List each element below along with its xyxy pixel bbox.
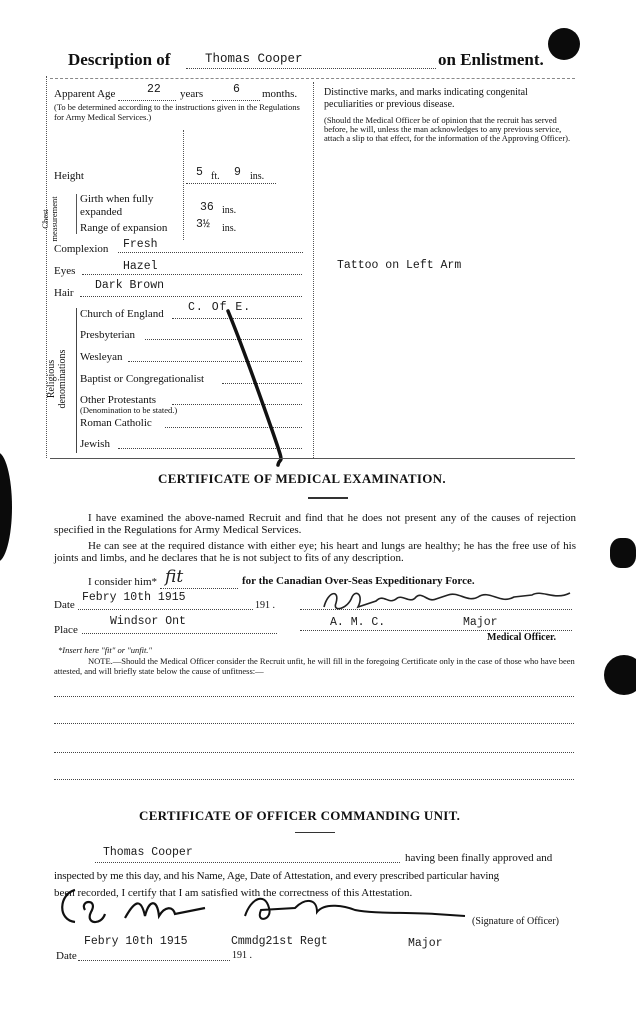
girth-value: 36: [200, 201, 214, 214]
medical-p1: I have examined the above-named Recruit and find that he does not present any of the causes of rejection specified in the Regulations for Army Medical Services.: [54, 512, 576, 536]
chest-bracket: [76, 194, 77, 234]
ft-label: ft.: [211, 171, 220, 182]
medical-date-label: Date: [54, 599, 75, 611]
months-label: months.: [262, 88, 298, 100]
officer-recruit-name: Thomas Cooper: [103, 846, 193, 859]
for-text: for the Canadian Over-Seas Expeditionary Force.: [242, 575, 475, 587]
height-line: [186, 183, 276, 184]
eyes-value: Hazel: [123, 260, 158, 273]
range-ins: ins.: [222, 223, 237, 234]
fit-value: fit: [165, 567, 184, 587]
unfit-line-4: [54, 779, 574, 780]
apparent-age-label: Apparent Age: [54, 88, 116, 100]
title-left: Description of: [68, 50, 171, 69]
medical-date-line: [78, 609, 253, 610]
eyes-label: Eyes: [54, 265, 76, 277]
pen-stroke: [220, 305, 290, 470]
religion-jew: Jewish: [80, 438, 110, 450]
medical-officer-signature: [318, 585, 580, 617]
age-note: (To be determined according to the instructions given in the Regulations for Army Medical Services.): [54, 102, 300, 122]
eyes-line: [82, 274, 302, 275]
chest-side-label: Chest measurement: [40, 196, 59, 242]
officer-date-line: [78, 960, 230, 961]
recruit-name: Thomas Cooper: [205, 52, 303, 66]
punch-hole-right: [604, 655, 636, 695]
punch-hole-left: [0, 452, 12, 562]
height-label: Height: [54, 170, 84, 182]
officer-line2: inspected by me this day, and his Name, Age, Date of Attestation, and every prescribed particular having: [54, 870, 499, 882]
unfit-line-1: [54, 696, 574, 697]
fit-line: [160, 588, 238, 589]
religion-side-label: [46, 334, 68, 424]
height-ft: 5: [196, 166, 203, 179]
commanding-officer-signature: [55, 880, 475, 932]
officer-date-value: Febry 10th 1915: [84, 935, 188, 948]
medical-corps: A. M. C.: [330, 616, 386, 629]
place-line: [82, 633, 277, 634]
medical-p2: He can see at the required distance with either eye; his heart and lungs are healthy; he has the free use of his joints and limbs, and he declares that he is not subject to fits of any description.: [54, 540, 576, 564]
medical-rank: Major: [463, 616, 498, 629]
religion-bap: Baptist or Congregationalist: [80, 373, 205, 385]
religion-oth-note: (Denomination to be stated.): [80, 405, 178, 415]
officer-date-label: Date: [56, 950, 77, 962]
punch-hole-top-right: [548, 28, 580, 60]
place-label: Place: [54, 624, 78, 636]
title-underline: [186, 68, 436, 69]
years-label: years: [180, 88, 204, 100]
girth-label: Girth when fully expanded: [80, 193, 154, 218]
officer-title-dash: [295, 832, 335, 833]
document-title: [68, 50, 170, 70]
hair-label: Hair: [54, 287, 74, 299]
hair-line: [80, 296, 302, 297]
officer-rank: Major: [408, 937, 443, 950]
range-label: Range of expansion: [80, 222, 168, 234]
place-value: Windsor Ont: [110, 615, 186, 628]
officer-title: CERTIFICATE OF OFFICER COMMANDING UNIT.: [139, 808, 461, 823]
officer-line3: been recorded, I certify that I am satisfied with the correctness of this Attestation.: [54, 887, 413, 899]
hair-value: Dark Brown: [95, 279, 165, 292]
punch-hole-right-small: [610, 538, 636, 568]
religion-oth: Other Protestants: [80, 394, 157, 406]
rank-line: [300, 630, 572, 631]
officer-name-line: [95, 862, 400, 863]
ins-label: ins.: [250, 171, 265, 182]
religion-value: C. Of E.: [188, 301, 252, 314]
complexion-label: Complexion: [54, 243, 109, 255]
officer-date-suffix: 191 .: [232, 950, 252, 961]
title-right: on Enlistment.: [438, 50, 544, 69]
height-divider: [183, 130, 184, 240]
unfit-line-3: [54, 752, 574, 753]
medical-date-value: Febry 10th 1915: [82, 591, 186, 604]
top-rule: [50, 78, 575, 79]
height-in: 9: [234, 166, 241, 179]
medical-officer-label: Medical Officer.: [487, 632, 557, 643]
girth-ins: ins.: [222, 205, 237, 216]
religion-coe: Church of England: [80, 308, 164, 320]
officer-line1-end: having been finally approved and: [405, 852, 553, 864]
section-rule: [50, 458, 575, 459]
unfit-line-2: [54, 723, 574, 724]
religion-rc: Roman Catholic: [80, 417, 152, 429]
marks-title: Distinctive marks, and marks indicating congenital peculiarities or previous disease.: [324, 87, 528, 110]
religion-wes: Wesleyan: [80, 351, 123, 363]
religion-bracket: [76, 308, 77, 453]
officer-signature-label: (Signature of Officer): [472, 916, 560, 927]
tattoo-value: Tattoo on Left Arm: [337, 259, 462, 272]
consider-label: I consider him*: [88, 576, 158, 588]
medical-title: CERTIFICATE OF MEDICAL EXAMINATION.: [158, 471, 446, 486]
religion-side-text: Religious denominations: [46, 349, 68, 409]
age-years: 22: [147, 83, 161, 96]
complexion-value: Fresh: [123, 238, 158, 251]
range-value: 3½: [196, 218, 210, 231]
unfit-note: NOTE.—Should the Medical Officer consider the Recruit unfit, he will fill in the foregoing Certificate only in the case of those who have been attested, and will briefly state below the cause of unfitness:—: [54, 656, 575, 676]
age-years-line: [118, 100, 176, 101]
complexion-line: [118, 252, 303, 253]
age-months-line: [212, 100, 260, 101]
officer-unit: Cmmdg21st Regt: [231, 935, 328, 948]
marks-note: (Should the Medical Officer be of opinion that the recruit has served before, he will, unless the man acknowledges to any previous service, attach a slip to that effect, for the information of the Approving Officer).: [324, 115, 571, 143]
medical-date-suffix: 191 .: [255, 600, 275, 611]
age-months: 6: [233, 83, 240, 96]
religion-pres: Presbyterian: [80, 329, 135, 341]
insert-note: *Insert here "fit" or "unfit.": [58, 645, 152, 655]
center-divider: [313, 82, 314, 458]
medical-title-dash: [308, 497, 348, 499]
